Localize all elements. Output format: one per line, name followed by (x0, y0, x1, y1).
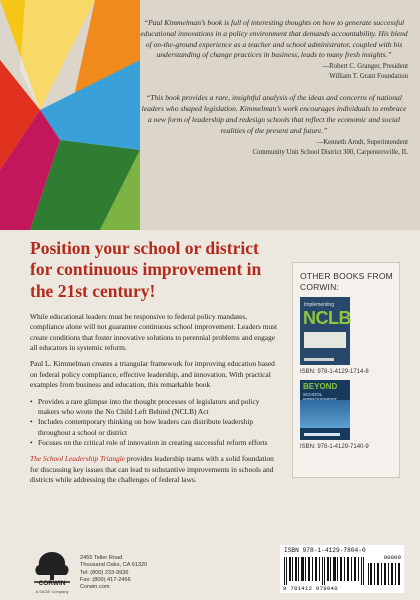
barcode-price-code: 90000 (383, 554, 401, 561)
cover-beyond-wave-image (300, 400, 350, 428)
address-line-5: Corwin.com (80, 584, 110, 591)
cover-beyond-title: BEYOND (303, 382, 338, 392)
cover-beyond-author-bar (304, 433, 340, 436)
other-books-sidebar (292, 262, 400, 478)
feature-bullet-1: • Provides a rare glimpse into the thought processes of legislators and policy makers who wrote the No Child Left Behind (NCLB) Act (30, 397, 280, 418)
endorsements (140, 18, 408, 157)
barcode-bars-addon (368, 563, 400, 585)
address-line-3: Tel: (800) 233-9936 (80, 569, 129, 576)
quote-2-text: “This book provides a rare, insightful analysis of the ideas and concerns of national leaders who shaped legislation. Kimmelman’s work encourages individuals to embrace a new form of leadership and redesign schools that reflect the economic and social realities of the present and future.” (141, 93, 407, 135)
barcode-number: 9 781412 978040 (283, 585, 338, 592)
cover-nclb-big-title: NCLB (303, 308, 351, 329)
book1-isbn: ISBN: 978-1-4129-1714-8 (300, 369, 369, 376)
quote-2-attribution-name: —Kenneth Arndt, Superintendent (316, 138, 408, 146)
address-line-2: Thousand Oaks, CA 91320 (80, 562, 148, 569)
book-cover-nclb (300, 297, 350, 365)
book-title: The School Leadership Triangle (30, 454, 126, 464)
publisher-subtitle: A SAGE Company (35, 589, 69, 594)
book2-isbn: ISBN: 978-1-4129-7140-9 (300, 444, 369, 451)
body-paragraph-3 (30, 454, 280, 485)
body-paragraph-2: Paul L. Kimmelman creates a triangular framework for improving education based on federal policy compliance, effective leadership, and innovation. With practical examples from business and education, this remarkable book (30, 359, 275, 390)
publisher-name: CORWIN (38, 580, 66, 587)
quote-1-attribution-name: —Robert C. Granger, President (322, 63, 408, 71)
address-line-4: Fax: (800) 417-2466 (80, 576, 131, 583)
barcode (280, 545, 404, 593)
quote-1-text: “Paul Kimmelman’s book is full of interesting thoughts on how to generate successful educational innovations in a policy environment that demands accountability. His blend of on-the-ground experience as a teacher and school administrator, coupled with his understanding of change practices in business, leads to many fresh insights.” (140, 18, 408, 60)
cover-nclb-author-bar (304, 358, 334, 361)
other-books-heading: OTHER BOOKS FROM CORWIN: (300, 271, 393, 292)
barcode-isbn: ISBN 978-1-4129-7804-0 (284, 547, 366, 554)
feature-bullet-3: • Focuses on the critical role of innovation in creating successful reform efforts (30, 438, 280, 448)
quote-1-attribution-org: William T. Grant Foundation (329, 73, 408, 81)
cover-nclb-small-title: Implementing (304, 302, 335, 309)
feature-bullet-2: • Includes contemporary thinking on how leaders can distribute leadership throughout a school or district (30, 417, 280, 438)
body-paragraph-1: While educational leaders must be responsive to federal policy mandates, compliance alone will not guarantee continuous school improvement. Leaders must create conditions that foster innovative solutions to perennial problems and engage all educators in systemic reform. (30, 312, 278, 353)
book-cover-beyond (300, 380, 350, 440)
headline: Position your school or district for continuous improvement in the 21st century! (30, 238, 262, 301)
body-paragraph-3-text: provides leadership teams with a solid foundation for discussing key issues that can lead to substantive improvements in schools and districts while addressing the challenges of federal laws. (30, 454, 274, 485)
description-body (30, 312, 280, 491)
publisher-address (80, 555, 147, 591)
feature-list (30, 397, 280, 449)
barcode-bars-main (284, 557, 364, 585)
quote-2-attribution-org: Community Unit School District 300, Carpentersville, IL (252, 148, 408, 156)
cover-beyond-subtitle: SCHOOL (303, 392, 323, 398)
address-line-1: 2455 Teller Road (80, 555, 123, 561)
cover-nclb-subtitle-block (304, 332, 346, 348)
colored-triangle-art (0, 0, 140, 230)
